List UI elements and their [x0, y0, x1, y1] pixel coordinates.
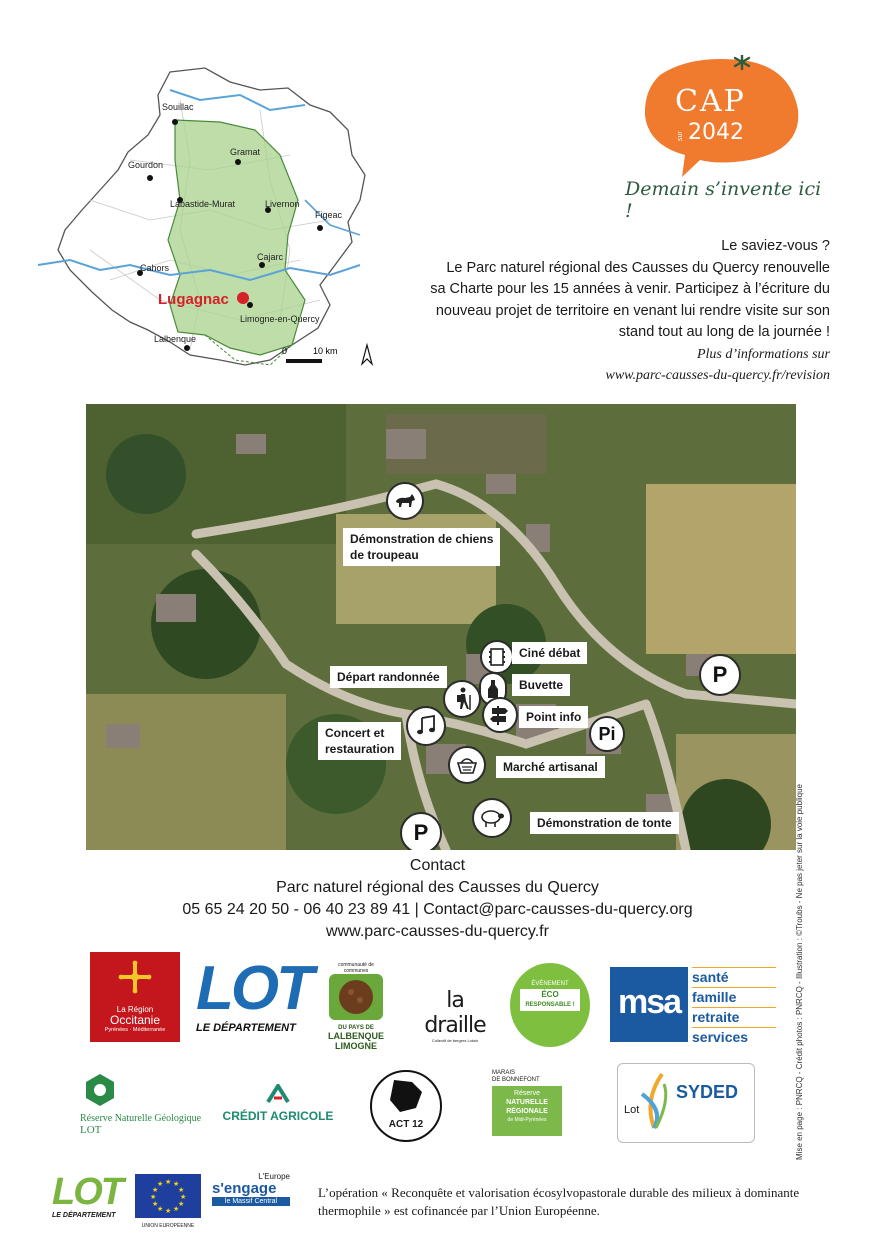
marais-line: MARAIS	[492, 1070, 516, 1076]
rng-line2: LOT	[80, 1124, 102, 1136]
msa-logo	[610, 967, 688, 1042]
film-icon	[480, 640, 514, 674]
europe-line1: L'Europe	[258, 1172, 290, 1181]
msa-line: services	[692, 1027, 776, 1047]
credit-line: Mise en page : PNRCQ - Crédit photos : PNRCQ - Illustration : ©Troubs - Ne pas jeter sur la voie publique	[795, 784, 804, 1160]
europe-massif-central-logo	[212, 1172, 290, 1230]
syded-lot: Lot	[624, 1104, 640, 1116]
lot-sub-small: LE DÉPARTEMENT	[52, 1212, 116, 1219]
aerial-image	[86, 404, 796, 850]
lot-sub: LE DÉPARTEMENT	[196, 1022, 296, 1034]
cap-year: 2042	[688, 120, 744, 145]
reserve-geologique-logo	[80, 1072, 210, 1140]
cc-line1: DU PAYS DE	[338, 1025, 374, 1031]
svg-text:★: ★	[152, 1200, 159, 1208]
draille-text: la draille	[424, 988, 486, 1038]
rng-line1: Réserve Naturelle Géologique	[80, 1113, 202, 1124]
occitanie-line3: Pyrénées · Méditerranée	[104, 1027, 166, 1033]
cc-lalbenque-limogne-logo	[326, 962, 386, 1051]
label-buvette: Buvette	[512, 674, 570, 696]
label-line: Concert et	[325, 726, 385, 740]
lot-text-small: LOT	[52, 1171, 122, 1213]
marais-bonnefont-logo	[492, 1070, 562, 1146]
parking-info-icon: Pi	[589, 716, 625, 752]
label-marche-artisanal: Marché artisanal	[496, 756, 605, 778]
city-label: Limogne-en-Quercy	[240, 314, 320, 324]
city-label: Cahors	[140, 263, 170, 273]
syded-logo	[617, 1063, 755, 1143]
marais-line: Réserve	[513, 1090, 541, 1097]
tagline: Demain s’invente ici !	[625, 178, 822, 222]
contact-org: Parc naturel régional des Causses du Quercy	[276, 879, 599, 896]
eco-box	[520, 989, 580, 1011]
occitanie-line2: Occitanie	[109, 1013, 161, 1027]
city-label: Gramat	[230, 147, 261, 157]
act-text: ACT 12	[388, 1119, 424, 1130]
label-line: de troupeau	[350, 548, 419, 562]
svg-text:★: ★	[165, 1178, 172, 1186]
msa-line: santé	[692, 967, 776, 987]
label-dogs-demo	[343, 528, 500, 566]
lot-text: LOT	[196, 954, 311, 1023]
city-label: Labastide-Murat	[170, 199, 236, 209]
svg-text:★: ★	[180, 1193, 187, 1201]
city-label: Gourdon	[128, 160, 164, 170]
region-map	[30, 60, 390, 380]
info-line: nouveau projet de territoire en venant lui rendre visite sur son	[435, 302, 830, 319]
info-block	[405, 236, 830, 387]
europe-line2: s'engage	[212, 1180, 277, 1197]
svg-text:★: ★	[152, 1186, 159, 1194]
marais-line: RÉGIONALE	[506, 1108, 548, 1115]
eco-line2: ÉCO	[541, 990, 559, 999]
info-more: Plus d’informations sur	[696, 346, 830, 362]
signpost-icon	[482, 697, 518, 733]
credit-agricole-logo	[216, 1084, 340, 1134]
label-concert	[318, 722, 401, 760]
dog-icon	[386, 482, 424, 520]
scale-ten: 10 km	[313, 346, 338, 356]
label-line: Démonstration de chiens	[350, 532, 494, 546]
ca-text: CRÉDIT AGRICOLE	[222, 1109, 334, 1123]
contact-website[interactable]: www.parc-causses-du-quercy.fr	[326, 923, 549, 940]
contact-title: Contact	[409, 857, 466, 874]
label-depart-randonnee: Départ randonnée	[330, 666, 447, 688]
europe-line3: le Massif Central	[212, 1197, 290, 1206]
marais-line: NATURELLE	[506, 1099, 548, 1106]
svg-text:★: ★	[157, 1180, 164, 1188]
svg-text:★: ★	[150, 1193, 157, 1201]
cap-text: CAP	[675, 84, 746, 119]
lot-departement-logo	[196, 954, 311, 1048]
info-line: stand tout au long de la journée !	[618, 324, 830, 340]
act12-logo	[370, 1070, 442, 1142]
contact-phones[interactable]: 05 65 24 20 50 - 06 40 23 89 41 | Contact@parc-causses-du-quercy.org	[182, 901, 693, 918]
parking-icon: P	[699, 654, 741, 696]
info-question: Le saviez-vous ?	[721, 238, 830, 254]
cc-top: communauté de communes	[338, 962, 374, 974]
music-notes-icon	[406, 706, 446, 746]
cc-line2: LALBENQUE	[328, 1031, 384, 1041]
label-point-info: Point info	[519, 706, 588, 728]
svg-text:★: ★	[173, 1205, 180, 1213]
info-url[interactable]: www.parc-causses-du-quercy.fr/revision	[605, 368, 830, 383]
svg-text:★: ★	[173, 1180, 180, 1188]
label-demo-tonte: Démonstration de tonte	[530, 812, 679, 834]
marais-badge	[492, 1086, 562, 1136]
la-draille-logo	[414, 988, 496, 1043]
contact-block	[0, 855, 875, 943]
city-label: Figeac	[315, 210, 343, 220]
msa-line: famille	[692, 987, 776, 1007]
eu-cofinancing-note: L’opération « Reconquête et valorisation écosylvopastorale durable des milieux à dominante thermophile » est cofinancée par l’Union Européenne.	[318, 1185, 800, 1218]
eu-flag-logo	[134, 1174, 202, 1230]
occitanie-line1: La Région	[116, 1005, 154, 1014]
north-arrow-icon	[362, 345, 372, 364]
label-cine-debat: Ciné débat	[512, 642, 587, 664]
info-line: sa Charte pour les 15 années à venir. Participez à l’écriture du	[430, 281, 830, 297]
msa-tagline	[692, 967, 776, 1045]
eco-responsable-logo	[510, 963, 590, 1047]
msa-line: retraite	[692, 1007, 776, 1027]
occitanie-cross-icon	[118, 960, 152, 994]
scale-zero: 0	[282, 346, 288, 356]
info-line: Le Parc naturel régional des Causses du Quercy renouvelle	[446, 259, 830, 276]
scale-bar	[286, 359, 322, 363]
lot-departement-logo-small	[52, 1172, 120, 1230]
cap-2042-logo	[630, 55, 820, 180]
svg-text:★: ★	[178, 1200, 185, 1208]
city-label-highlight: Lugagnac	[158, 291, 229, 308]
cc-line3: LIMOGNE	[335, 1041, 377, 1051]
sheep-icon	[472, 798, 512, 838]
svg-text:★: ★	[178, 1186, 185, 1194]
basket-icon	[448, 746, 486, 784]
syded-leaves-icon	[634, 1070, 674, 1130]
truffle-icon	[329, 974, 383, 1020]
ca-icon	[266, 1084, 290, 1104]
aerial-photo	[86, 404, 796, 850]
parking-icon: P	[400, 812, 442, 850]
ammonite-icon	[82, 1072, 118, 1108]
eco-line3: RESPONSABLE !	[525, 1002, 575, 1008]
aveyron-map-icon	[386, 1078, 426, 1114]
city-label: Lalbenque	[154, 334, 197, 344]
msa-text: msa	[617, 983, 681, 1021]
svg-text:★: ★	[157, 1205, 164, 1213]
marais-line: DE BONNEFONT	[492, 1077, 540, 1083]
marais-line: de Midi-Pyrénées	[507, 1117, 547, 1123]
eco-line1: ÉVÉNEMENT	[531, 981, 569, 987]
city-label: Livernon	[265, 199, 300, 209]
syded-text: SYDED	[676, 1082, 739, 1102]
occitanie-logo	[90, 952, 180, 1042]
draille-sub: Collectif de bergers Lotois	[431, 1038, 479, 1043]
label-line: restauration	[325, 742, 395, 756]
eu-flag-icon	[135, 1174, 201, 1218]
eu-text: UNION EUROPÉENNE	[141, 1223, 195, 1229]
hiker-icon	[443, 680, 481, 718]
city-label: Cajarc	[257, 252, 284, 262]
cap-sur: sur	[677, 131, 684, 141]
city-label: Souillac	[162, 102, 194, 112]
svg-text:★: ★	[165, 1207, 172, 1215]
